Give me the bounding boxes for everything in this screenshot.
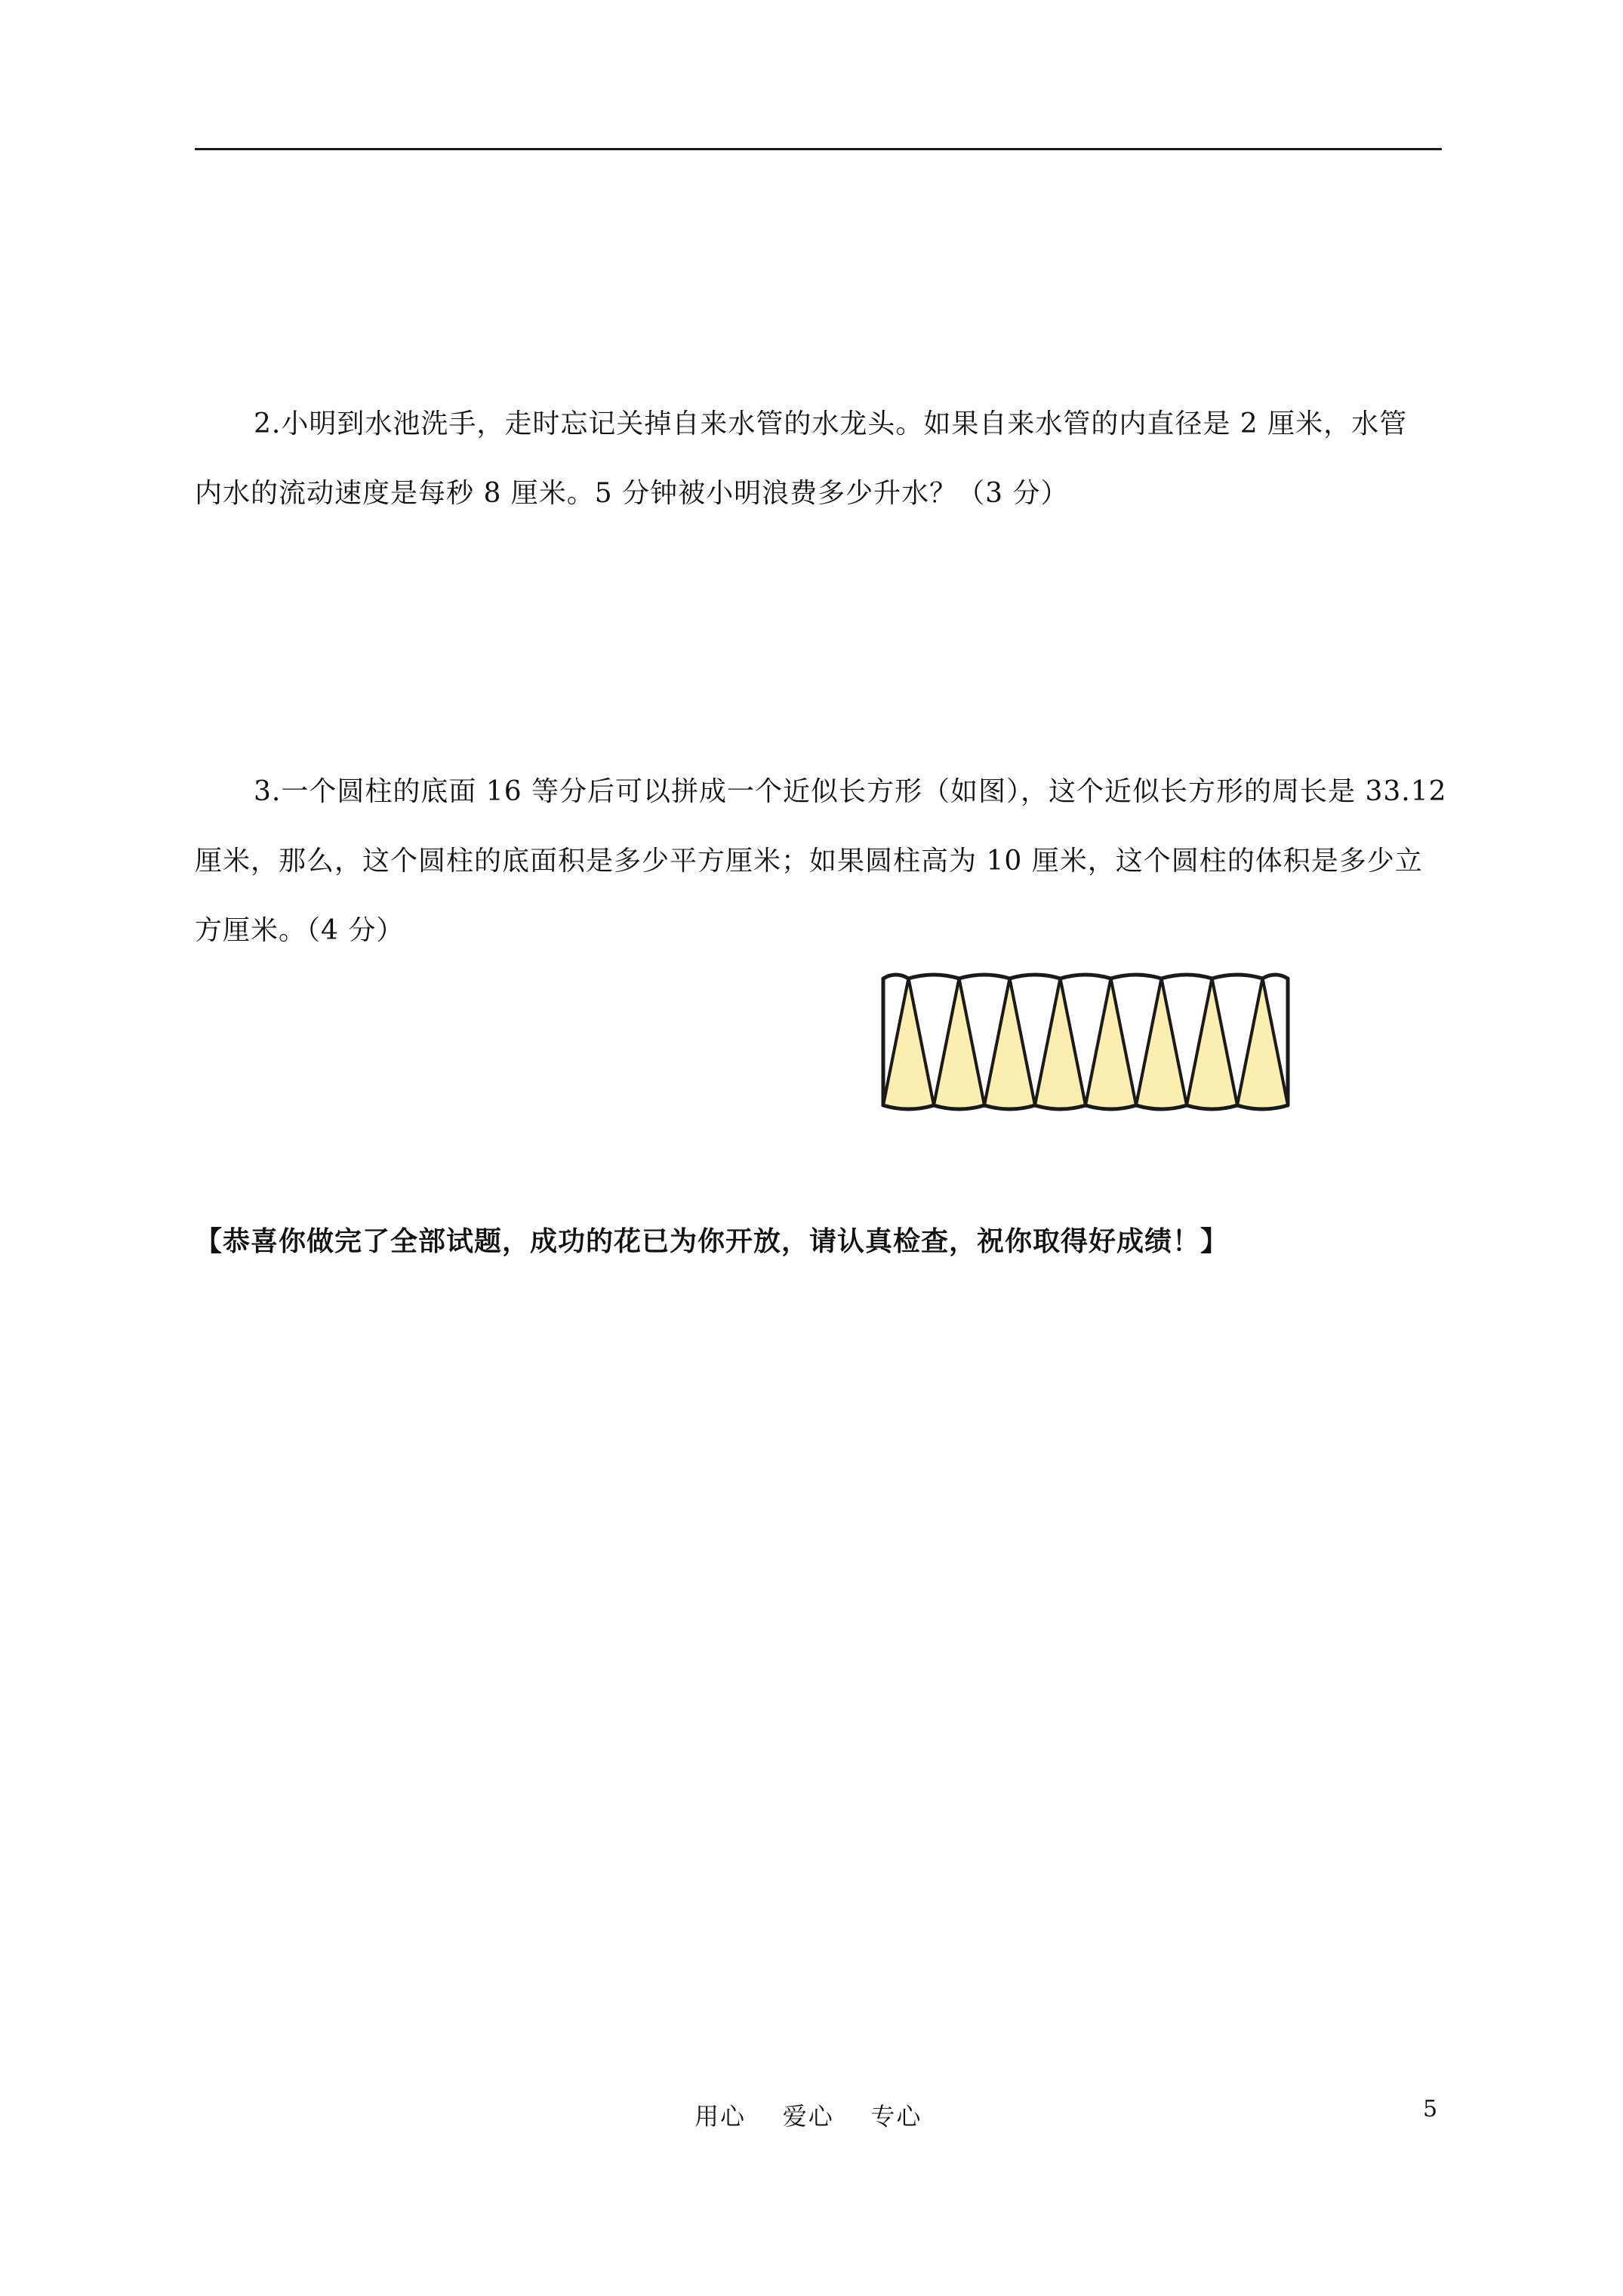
problem-3-line-1: 3.一个圆柱的底面 16 等分后可以拼成一个近似长方形（如图），这个近似长方形的周长是 33.12 — [254, 776, 1447, 807]
problem-3-line-2: 厘米，那么，这个圆柱的底面积是多少平方厘米；如果圆柱高为 10 厘米，这个圆柱的体积是多少立 — [195, 846, 1423, 877]
closing-message: 【恭喜你做完了全部试题，成功的花已为你开放，请认真检查，祝你取得好成绩！】 — [195, 1225, 1229, 1257]
problem-2-line-1: 2.小明到水池洗手，走时忘记关掉自来水管的水龙头。如果自来水管的内直径是 2 厘米，水管 — [254, 408, 1408, 439]
page-number: 5 — [1423, 2096, 1438, 2122]
problem-3-line-3: 方厘米。（4 分） — [195, 915, 405, 946]
problem-2 — [195, 390, 1448, 529]
header-rule — [195, 148, 1442, 150]
footer-motto: 用心 爱心 专心 — [694, 2102, 922, 2131]
approximate-rectangle-figure — [874, 968, 1297, 1114]
problem-2-line-2: 内水的流动速度是每秒 8 厘米。5 分钟被小明浪费多少升水？（3 分） — [195, 478, 1069, 509]
problem-3 — [195, 757, 1448, 966]
